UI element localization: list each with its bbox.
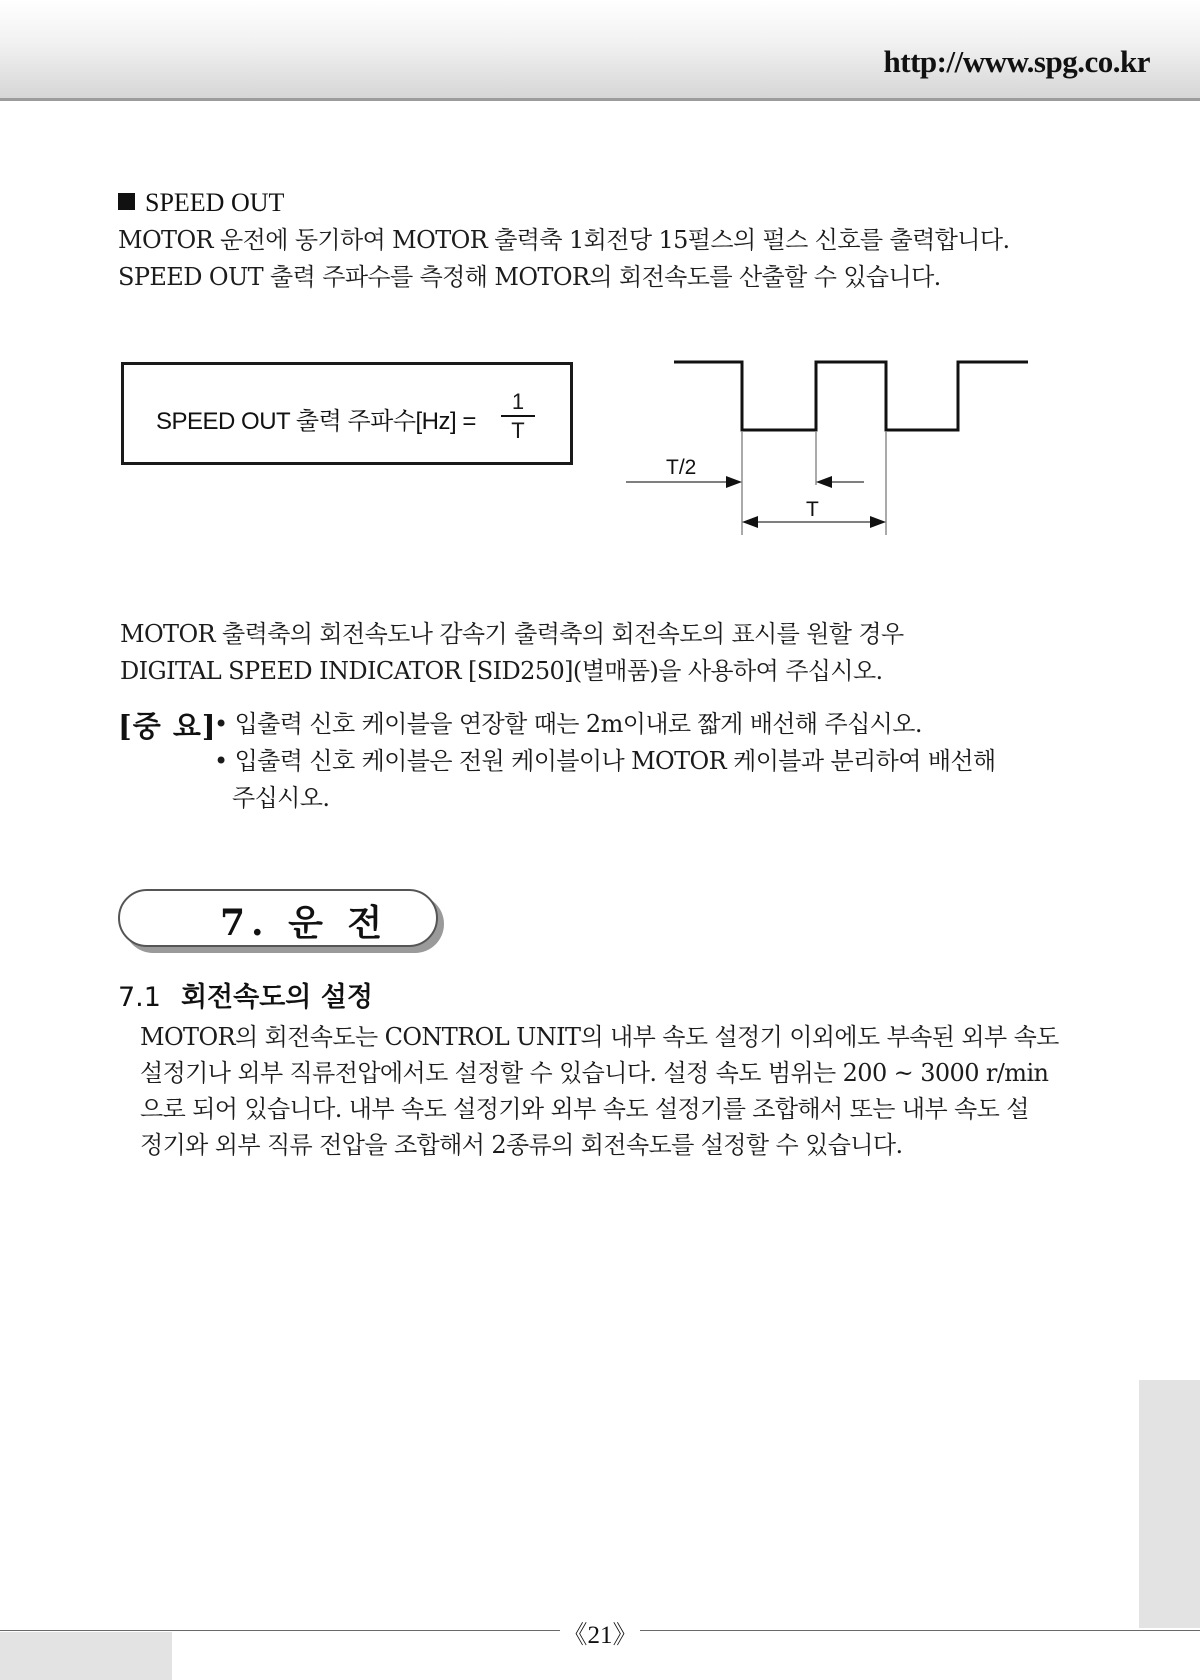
header-url[interactable]: http://www.spg.co.kr	[883, 44, 1150, 79]
speed-out-title: SPEED OUT	[145, 188, 285, 217]
section-7-1-heading	[118, 975, 373, 1014]
fraction-bar	[501, 415, 535, 417]
header-band	[0, 0, 1200, 101]
formula-denominator: T	[511, 418, 525, 443]
footer-rule-right	[640, 1630, 1200, 1631]
page-number: 《21》	[560, 1615, 640, 1651]
square-bullet-icon	[118, 193, 135, 210]
speed-out-line-2: SPEED OUT 출력 주파수를 측정해 MOTOR의 회전속도를 산출할 수 있습니다.	[118, 263, 941, 291]
speed-out-line-1: MOTOR 운전에 동기하여 MOTOR 출력축 1회전당 15펄스의 펄스 신호를 출력합니다.	[118, 226, 1010, 254]
chapter-title-pill	[118, 889, 438, 947]
footer-rule-left	[0, 1630, 560, 1631]
pulse-waveform-diagram	[620, 350, 1040, 540]
section-number: 7.1	[118, 982, 161, 1013]
arrowhead-left-icon	[742, 516, 758, 528]
indicator-note-line-2: DIGITAL SPEED INDICATOR [SID250](별매품)을 사용하여 주십시오.	[120, 657, 883, 685]
section-7-1-line-1: MOTOR의 회전속도는 CONTROL UNIT의 내부 속도 설정기 이외에도 부속된 외부 속도	[140, 1023, 1059, 1051]
pulse-waveform-line	[674, 362, 1028, 430]
section-7-1-line-3: 으로 되어 있습니다. 내부 속도 설정기와 외부 속도 설정기를 조합해서 또는 내부 속도 설	[140, 1095, 1029, 1123]
formula-numerator: 1	[511, 389, 525, 414]
indicator-note-line-1: MOTOR 출력축의 회전속도나 감속기 출력축의 회전속도의 표시를 원할 경우	[120, 620, 904, 648]
important-bullet-2-continued: 주십시오.	[232, 784, 330, 812]
important-label: [중 요]	[118, 709, 217, 743]
section-7-1-line-4: 정기와 외부 직류 전압을 조합해서 2종류의 회전속도를 설정할 수 있습니다.	[140, 1131, 903, 1159]
formula-box	[121, 362, 573, 465]
formula-fraction	[501, 389, 535, 443]
section-title: 회전속도의 설정	[180, 982, 373, 1013]
arrowhead-right-icon	[726, 476, 742, 488]
footer-block	[0, 1632, 172, 1680]
side-tab	[1139, 1380, 1200, 1628]
half-period-label: T/2	[666, 456, 697, 479]
important-bullet-2: • 입출력 신호 케이블은 전원 케이블이나 MOTOR 케이블과 분리하여 배선해	[214, 747, 996, 775]
section-7-1-line-2: 설정기나 외부 직류전압에서도 설정할 수 있습니다. 설정 속도 범위는 200 ~ 3000 r/min	[140, 1059, 1049, 1087]
important-bullet-1: • 입출력 신호 케이블을 연장할 때는 2m이내로 짧게 배선해 주십시오.	[214, 710, 922, 738]
speed-out-heading	[118, 188, 284, 218]
arrowhead-left-icon	[816, 476, 832, 488]
formula-label: SPEED OUT 출력 주파수[Hz] =	[156, 408, 476, 435]
arrowhead-right-icon	[870, 516, 886, 528]
chapter-title: 7. 운 전	[220, 902, 389, 944]
period-label: T	[806, 498, 819, 521]
